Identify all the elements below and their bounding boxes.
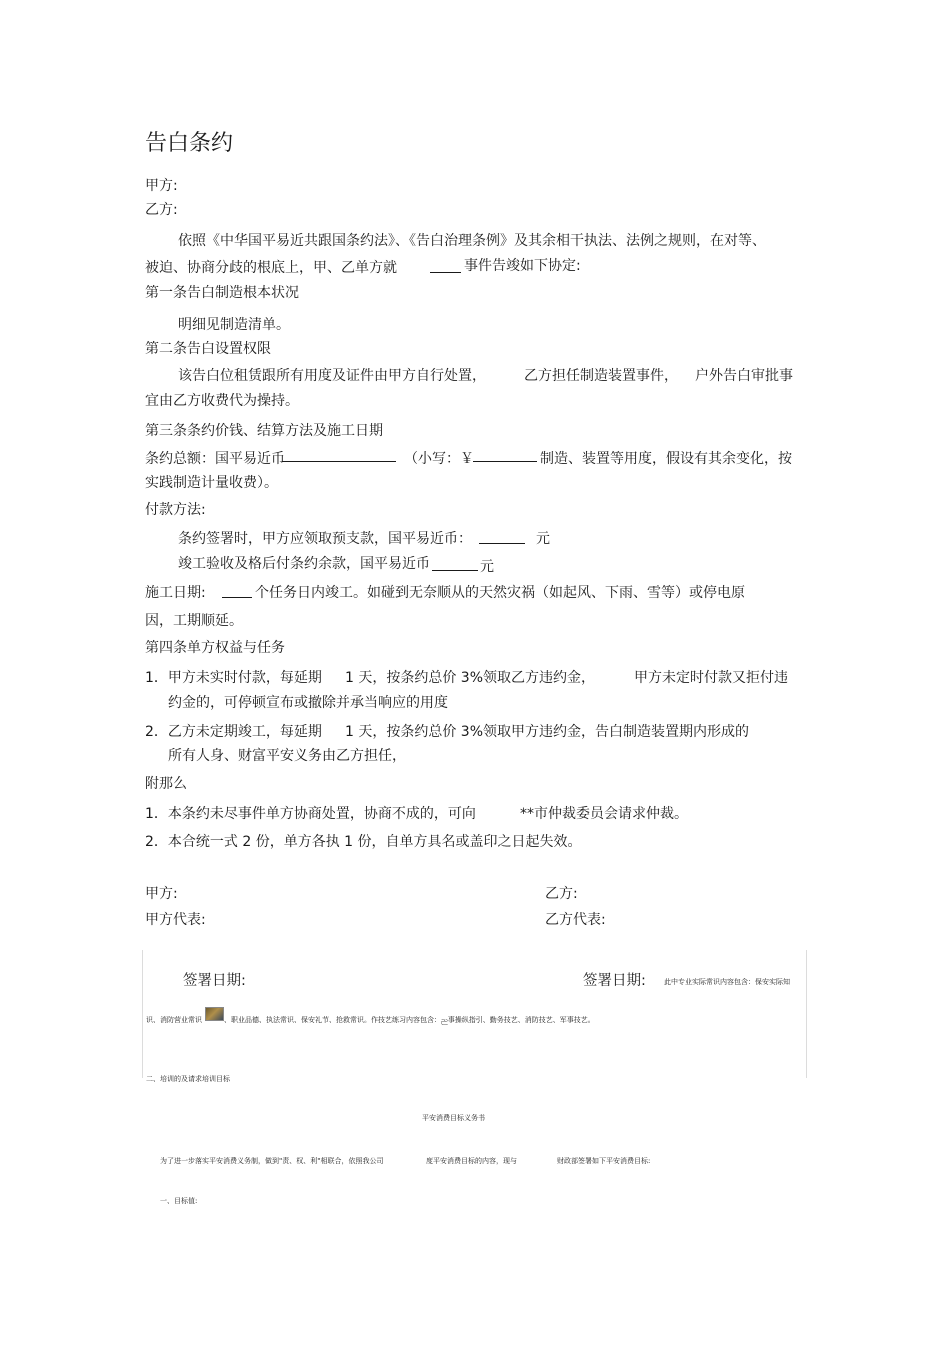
payment-line-1: 条约签署时，甲方应领取预支款，国平易近币： (178, 531, 472, 547)
construction-date-b: 个任务日内竣工。如碰到无奈顺从的天然灾祸（如起风、下雨、雪等）或停电原 (255, 585, 745, 601)
article-4-item-2a: 2．乙方未定期竣工，每延期 (145, 724, 322, 740)
fragment-frame-right (806, 950, 807, 1078)
article-2-line-1b: 乙方担任制造装置事件， (524, 368, 678, 384)
annex-item-1a: 1．本条约未尽事件单方协商处置，协商不成的，可向 (145, 806, 476, 822)
payment-line-2-unit: 元 (480, 559, 494, 575)
article-4-title: 第四条单方权益与任务 (145, 640, 285, 656)
contract-total-a: 条约总额：国平易近币 (145, 451, 285, 467)
fragment-doc2-title: 平安消费目标义务书 (422, 1114, 485, 1122)
party-b-label: 乙方: (145, 202, 178, 218)
sign-date-a: 签署日期: (183, 973, 246, 989)
fragment-line-2a: 识、消防营业常识 (146, 1016, 202, 1024)
signature-party-a: 甲方: (145, 886, 178, 902)
article-1-title: 第一条告白制造根本状况 (145, 285, 299, 301)
article-4-item-1c: 甲方未定时付款又拒付违 (634, 670, 788, 686)
amount-figure-underline (473, 447, 537, 462)
article-2-line-2: 宜由乙方收费代为操持。 (145, 393, 299, 409)
intro-line-1: 依照《中华国平易近共跟国条约法》、《告白治理条例》及其余相干执法、法例之规则，在对等、 (178, 233, 766, 249)
annex-title: 附那么 (145, 776, 187, 792)
article-2-title: 第二条告白设置权限 (145, 341, 271, 357)
article-4-item-2c: 所有人身、财富平安义务由乙方担任， (168, 748, 406, 764)
article-2-line-1c: 户外告白审批事 (695, 368, 793, 384)
fragment-doc2-item-1: 一、目标值: (160, 1197, 198, 1205)
fragment-doc2-a: 为了进一步落实平安消费义务制，做到"责、权、利"相联合，依照我公司 (160, 1157, 384, 1165)
balance-blank-underline (432, 556, 478, 571)
payment-line-2: 竣工验收及格后付条约余款，国平易近币 (178, 556, 430, 572)
article-4-item-1d: 约金的，可停顿宣布或撤除并承当响应的用度 (168, 695, 448, 711)
fragment-line-1-right: 此中专业实际常识内容包含：保安实际知 (664, 978, 790, 986)
document-title: 告白条约 (145, 131, 234, 156)
article-4-item-2b: 1 天，按条约总价 3%领取甲方违约金，告白制造装置期内形成的 (345, 724, 750, 740)
construction-date-line-2: 因，工期顺延。 (145, 613, 243, 629)
signature-party-b: 乙方: (545, 886, 578, 902)
amount-blank-underline (282, 447, 396, 462)
contract-total-line-2: 实践制造计量收费）。 (145, 475, 278, 491)
fragment-section-2: 二、培训的及请求培训目标 (146, 1075, 230, 1083)
article-2-line-1a: 该告白位租赁跟所有用度及证件由甲方自行处置， (178, 368, 486, 384)
photo-thumbnail-icon (205, 1007, 224, 1021)
article-1-body: 明细见制造清单。 (178, 317, 290, 333)
annex-item-1b: **市仲裁委员会请求仲裁。 (520, 806, 688, 822)
contract-total-c: 制造、装置等用度，假设有其余变化，按 (540, 451, 792, 467)
payment-line-1-unit: 元 (536, 531, 550, 547)
construction-date-a: 施工日期: (145, 585, 206, 601)
prepay-blank-underline (479, 529, 525, 544)
party-a-label: 甲方: (145, 178, 178, 194)
days-blank-underline (222, 583, 252, 598)
fragment-line-2b: 、职业品德、执法常识、保安礼节、抢救常识。作技艺练习内容包含：ည事操纵指引、勤务技艺、消防技艺、军事技艺。 (224, 1016, 595, 1024)
sign-date-b: 签署日期: (583, 973, 646, 989)
article-4-item-1b: 1 天，按条约总价 3%领取乙方违约金， (345, 670, 596, 686)
payment-title: 付款方法: (145, 502, 206, 518)
representative-a: 甲方代表: (145, 912, 206, 928)
representative-b: 乙方代表: (545, 912, 606, 928)
article-4-item-1a: 1．甲方未实时付款，每延期 (145, 670, 322, 686)
contract-total-b: （小写：￥ (404, 451, 474, 467)
article-3-title: 第三条条约价钱、结算方法及施工日期 (145, 423, 383, 439)
intro-line-2a: 被迫、协商分歧的根底上，甲、乙单方就 (145, 260, 397, 276)
blank-underline (430, 258, 461, 273)
fragment-doc2-b: 度平安消费目标的内容，现与 (426, 1157, 517, 1165)
annex-item-2: 2．本合统一式 2 份，单方各执 1 份，自单方具名或盖印之日起失效。 (145, 834, 582, 850)
fragment-frame-left (142, 950, 143, 1078)
intro-line-2b: 事件告竣如下协定: (464, 258, 581, 274)
fragment-doc2-c: 财政部签署如下平安消费目标: (557, 1157, 651, 1165)
